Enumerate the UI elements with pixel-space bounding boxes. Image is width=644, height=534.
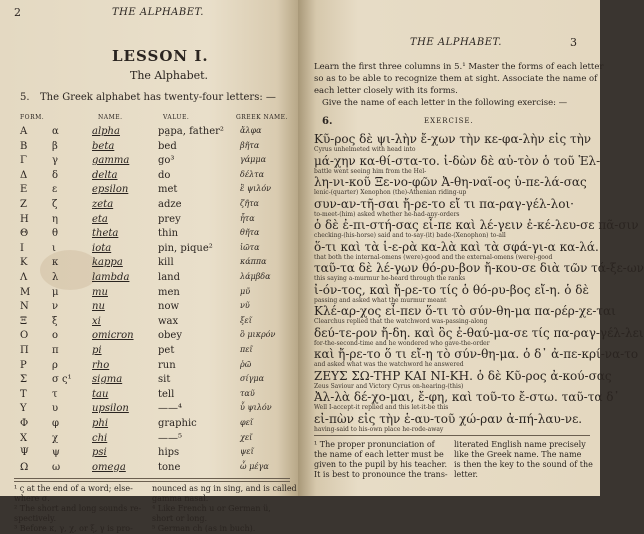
letter-row-omicron — [18, 330, 293, 345]
letter-uppercase: Ρ — [20, 359, 27, 371]
letter-uppercase: Ψ — [20, 447, 29, 459]
exercise-line — [314, 304, 616, 325]
english-gloss: Cyrus unhelmeted with head into — [314, 146, 416, 153]
letter-lowercase: π — [52, 345, 59, 356]
letter-greek-name: μῦ — [240, 286, 251, 296]
letter-name: kappa — [92, 257, 123, 269]
footnote-line: like the Greek name. The name — [454, 450, 582, 459]
letter-value: land — [158, 272, 181, 283]
letter-uppercase: Ι — [20, 242, 24, 254]
letter-uppercase: Λ — [20, 272, 28, 283]
english-gloss: that both the internal-omens (were)-good and the external-omens (were)-good — [314, 253, 553, 261]
exercise-line — [314, 283, 594, 304]
letter-uppercase: Σ — [20, 374, 28, 386]
english-gloss: to-meet-(him) asked whether he-had-any-orders — [314, 210, 460, 218]
letter-uppercase: Ε — [20, 184, 28, 196]
letter-value: obey — [158, 330, 182, 342]
intro-line: Learn the first three columns in 5.¹ Master the forms of each letter — [314, 62, 604, 72]
letter-name: delta — [92, 169, 118, 181]
exercise-line — [314, 325, 644, 347]
letter-lowercase: ε — [52, 184, 58, 196]
letter-uppercase: Ζ — [20, 199, 27, 210]
letter-lowercase: ζ — [52, 199, 58, 210]
footnote-line: ¹ ς at the end of a word; else- — [14, 484, 133, 493]
letter-value: hips — [158, 447, 180, 459]
english-gloss: this saying a-murmur he-heard through the ranks — [314, 275, 466, 282]
header-value: VALUE. — [163, 114, 190, 121]
letter-greek-name: δέλτα — [240, 169, 265, 179]
footnote-line: gamma nasal. — [152, 494, 209, 503]
letter-lowercase: ψ — [52, 447, 60, 459]
letter-uppercase: Ω — [20, 461, 29, 473]
letter-name: epsilon — [92, 184, 129, 196]
letter-greek-name: γάμμα — [240, 155, 266, 165]
letter-greek-name: ἒ ψιλόν — [240, 184, 271, 194]
english-gloss: checking-(his-horse) said and to-say-(it) bade-(Xenophon) to-all — [314, 232, 506, 239]
letter-name: gamma — [92, 155, 130, 167]
letter-name: alpha — [92, 126, 120, 137]
greek-text: καὶ ἤ-ρε-το ὅ τι εἴ-η τὸ σύν-θη-μα. ὁ δ᾽ ἀ-πε-κρί-να-το — [314, 347, 639, 361]
letter-uppercase: Ν — [20, 301, 29, 313]
letter-greek-name: χεῖ — [240, 432, 253, 442]
letter-greek-name: κάππα — [240, 257, 267, 267]
letter-name: eta — [92, 213, 108, 225]
greek-text: ὅ-τι καὶ τὰ ἱ-ε-ρὰ κα-λὰ καὶ τὰ σφά-γι-α κα-λά. — [314, 239, 599, 254]
letter-uppercase: Π — [20, 345, 29, 356]
right-running-header: THE ALPHABET. — [410, 37, 502, 48]
letter-value: prey — [158, 213, 181, 225]
letter-value: now — [158, 301, 180, 313]
letter-lowercase: β — [52, 140, 58, 152]
letter-greek-name: φεῖ — [240, 418, 254, 427]
letter-row-alpha — [18, 126, 293, 141]
letter-greek-name: ὖ ψιλόν — [240, 403, 272, 413]
letter-row-iota — [18, 243, 293, 258]
letter-name: theta — [92, 228, 119, 240]
letter-uppercase: Ξ — [20, 315, 28, 327]
letter-value: pin, pique² — [158, 242, 213, 254]
letter-name: iota — [92, 242, 112, 254]
footnote-line: where σ. — [14, 494, 50, 503]
letter-name: psi — [92, 447, 107, 459]
letter-lowercase: γ — [52, 155, 58, 167]
right-footnotes-col2 — [454, 440, 594, 480]
letter-uppercase: Γ — [20, 155, 27, 167]
letter-row-omega — [18, 462, 293, 477]
letter-name: nu — [92, 301, 105, 313]
letter-lowercase: ξ — [52, 315, 58, 327]
letter-uppercase: Μ — [20, 286, 31, 298]
letter-value: sit — [158, 374, 171, 386]
letter-uppercase: Θ — [20, 228, 29, 240]
letter-uppercase: Φ — [20, 418, 29, 429]
greek-text: ταῦ-τα δὲ λέ-γων θό-ρυ-βον ἤ-κου-σε διὰ τῶν τά-ξε-ων — [314, 261, 644, 275]
letter-row-tau — [18, 389, 293, 404]
letter-lowercase: ν — [52, 301, 59, 313]
letter-greek-name: ὂ μικρόν — [240, 330, 276, 340]
exercise-line — [314, 368, 612, 390]
footnote-line: ⁵ German ch (as in buch). — [152, 524, 256, 533]
letter-name: upsilon — [92, 403, 129, 415]
exercise-title: EXERCISE. — [424, 117, 474, 125]
letter-name: zeta — [92, 199, 114, 210]
letter-greek-name: ὦ μέγα — [240, 461, 269, 471]
letter-name: pi — [92, 345, 102, 356]
letter-value: ——⁵ — [158, 432, 183, 444]
header-name: NAME. — [98, 114, 123, 121]
letter-name: rho — [92, 359, 110, 371]
letter-lowercase: μ — [52, 286, 59, 298]
letter-row-pi — [18, 345, 293, 360]
footnote-line: literated English name precisely — [454, 440, 586, 449]
intro-line: each letter closely with its forms. — [314, 86, 458, 96]
letter-uppercase: Ο — [20, 330, 29, 342]
footnote-rule-upper — [14, 478, 290, 479]
english-gloss: and asked what was the watchword he answered — [314, 361, 464, 368]
letter-row-epsilon — [18, 184, 293, 199]
letter-lowercase: ω — [52, 461, 61, 473]
letter-row-upsilon — [18, 403, 293, 418]
letter-uppercase: Τ — [20, 388, 27, 400]
letter-value: bed — [158, 140, 177, 152]
english-gloss: Clearchus replied that the watchword was-passing-along — [314, 318, 488, 325]
letter-greek-name: ταῦ — [240, 388, 255, 398]
letter-lowercase: θ — [52, 228, 59, 240]
letter-lowercase: λ — [52, 272, 59, 283]
letter-row-gamma — [18, 155, 293, 170]
letter-row-nu — [18, 301, 293, 316]
letter-row-xi — [18, 316, 293, 331]
right-footnote-rule — [314, 435, 590, 436]
letter-uppercase: Κ — [20, 257, 28, 269]
footnote-rule — [14, 481, 290, 482]
letter-value: run — [158, 359, 176, 371]
intro-line: Give the name of each letter in the following exercise: — — [322, 98, 568, 108]
letter-greek-name: θῆτα — [240, 228, 260, 238]
letter-row-zeta — [18, 199, 293, 214]
letter-uppercase: Α — [20, 126, 28, 137]
intro-text: The Greek alphabet has twenty-four letters: — — [40, 92, 276, 103]
lesson-title: LESSON I. — [112, 47, 209, 65]
exercise-line — [314, 197, 594, 218]
letter-value: ——⁴ — [158, 403, 183, 415]
letter-value: tone — [158, 461, 181, 473]
left-footnotes-col2 — [152, 484, 297, 534]
letter-row-eta — [18, 214, 293, 229]
english-gloss: Well I-accept-it replied and this let-it-be this — [314, 404, 449, 411]
footnote-line: It is best to pronounce the trans- — [314, 470, 448, 479]
letter-row-lambda — [18, 272, 293, 287]
letter-row-theta — [18, 228, 293, 243]
english-gloss: passing and asked what the murmur meant — [314, 296, 447, 304]
letter-uppercase: Υ — [20, 403, 27, 415]
letter-name: lambda — [92, 272, 130, 283]
letter-value: go³ — [158, 155, 175, 167]
greek-text: Κῦ-ρος δὲ ψι-λὴν ἔ-χων τὴν κε-φα-λὴν εἰς τὴν — [314, 132, 592, 146]
letter-row-beta — [18, 141, 293, 156]
letter-lowercase: ι — [52, 242, 56, 254]
greek-text: λη-νι-κοῦ Ξε-νο-φῶν Ἀ-θη-ναῖ-ος ὑ-πε-λά-σας — [314, 175, 587, 189]
letter-lowercase: υ — [52, 403, 59, 415]
letter-value: met — [158, 184, 178, 196]
letter-lowercase: χ — [52, 432, 59, 444]
letter-value: tell — [158, 388, 175, 400]
letter-row-mu — [18, 287, 293, 302]
letter-uppercase: Δ — [20, 169, 28, 181]
letter-row-kappa — [18, 257, 293, 272]
greek-text: ὁ δὲ ἐ-πι-στή-σας εἶ-πε καὶ λέ-γειν ἐ-κέ-λευ-σε πᾶ-σιν — [314, 218, 639, 232]
greek-text: δεύ-τε-ρον ἤ-δη. καὶ ὃς ἐ-θαύ-μα-σε τίς πα-ραγ-γέλ-λει — [314, 325, 644, 340]
letter-value: thin — [158, 228, 179, 240]
letter-name: chi — [92, 432, 108, 444]
letter-uppercase: Β — [20, 140, 28, 152]
letter-name: tau — [92, 388, 109, 400]
footnote-line: ¹ The proper pronunciation of — [314, 440, 435, 449]
letter-value: men — [158, 286, 180, 298]
letter-greek-name: ζῆτα — [240, 199, 259, 208]
letter-name: xi — [92, 315, 101, 327]
letter-greek-name: πεῖ — [240, 345, 253, 354]
letter-greek-name: ἦτα — [240, 213, 255, 223]
letter-lowercase: ρ — [52, 359, 58, 371]
letter-uppercase: Χ — [20, 432, 28, 444]
right-footnotes-col1 — [314, 440, 450, 480]
lesson-subtitle: The Alphabet. — [130, 69, 209, 82]
left-page-number: 2 — [14, 6, 21, 19]
letter-value: wax — [158, 315, 179, 327]
letter-row-phi — [18, 418, 293, 433]
english-gloss: battle went seeing him from the Hel- — [314, 167, 427, 175]
letter-value: do — [158, 169, 171, 181]
letter-greek-name: ἄλφα — [240, 126, 262, 135]
letter-greek-name: ῥῶ — [240, 359, 252, 369]
english-gloss: lenic-(quarter) Xenophon (the)-Athenian riding-up — [314, 189, 467, 196]
letter-value: pa̤pa, father² — [158, 126, 224, 137]
footnote-line: letter. — [454, 470, 478, 479]
header-greek-name: GREEK NAME. — [236, 114, 288, 121]
letter-value: adze — [158, 199, 182, 210]
letter-lowercase: α — [52, 126, 59, 137]
footnote-line: ⁴ Like French u or German ü, — [152, 504, 271, 513]
greek-text: εἰ-πὼν εἰς τὴν ἑ-αυ-τοῦ χώ-ραν ἀ-πή-λαυ-νε. — [314, 411, 583, 426]
letter-greek-name: βῆτα — [240, 140, 260, 150]
footnote-line: ³ Before κ, γ, χ, or ξ, γ is pro- — [14, 524, 133, 533]
letter-name: omicron — [92, 330, 134, 342]
letter-value: graphic — [158, 418, 197, 429]
footnote-line: the name of each letter must be — [314, 450, 444, 459]
exercise-line — [314, 261, 644, 282]
english-gloss: Zeus Saviour and Victory Cyrus on-hearing-(this) — [314, 382, 464, 390]
right-page-number: 3 — [570, 36, 577, 49]
letter-row-sigma — [18, 374, 293, 389]
footnote-line: short or long. — [152, 514, 208, 523]
english-gloss: having-said to his-own place he-rode-away — [314, 425, 444, 433]
letter-greek-name: σίγμα — [240, 374, 264, 384]
letter-greek-name: νῦ — [240, 301, 250, 311]
footnote-line: given to the pupil by his teacher. — [314, 460, 448, 469]
letter-value: pet — [158, 345, 175, 356]
greek-text: ἰ-όν-τος, καὶ ἤ-ρε-το τίς ὁ θό-ρυ-βος εἴ-η. ὁ δὲ — [314, 282, 589, 297]
greek-text: Ἀλ-λὰ δέ-χο-μαι, ἔ-φη, καὶ τοῦ-το ἔ-στω. ταῦ-τα δ᾽ — [314, 390, 620, 404]
left-footnotes-col1 — [14, 484, 154, 534]
left-page — [0, 0, 298, 533]
letter-lowercase: φ — [52, 418, 60, 429]
footnote-line: nounced as ng in sing, and is called — [152, 484, 297, 493]
footnote-line: spectively. — [14, 514, 57, 523]
letter-lowercase: σ ς¹ — [52, 374, 72, 386]
letter-greek-name: λάμβδα — [240, 272, 271, 281]
exercise-line — [314, 412, 594, 433]
exercise-line — [314, 390, 620, 411]
letter-lowercase: η — [52, 213, 58, 225]
letter-greek-name: ψεῖ — [240, 447, 254, 457]
letter-lowercase: δ — [52, 169, 59, 181]
exercise-line — [314, 132, 594, 153]
exercise-line — [314, 175, 594, 196]
footnote-line: ² The short and long sounds re- — [14, 504, 142, 513]
exercise-line — [314, 347, 639, 368]
greek-text: ΖΕΥΣ ΣΩ-ΤΗΡ ΚΑΙ ΝΙ-ΚΗ. ὁ δὲ Κῦ-ρος ἀ-κού-σας — [314, 368, 612, 383]
letter-row-delta — [18, 170, 293, 185]
intro-number: 5. — [20, 92, 30, 103]
letter-name: omega — [92, 461, 126, 473]
letter-lowercase: κ — [52, 257, 59, 269]
letter-row-chi — [18, 433, 293, 448]
letter-value: kill — [158, 257, 174, 269]
greek-text: Κλέ-αρ-χος εἶ-πεν ὅ-τι τὸ σύν-θη-μα πα-ρέρ-χε-ται — [314, 304, 616, 318]
letter-uppercase: Η — [20, 213, 29, 225]
letter-lowercase: ο — [52, 330, 59, 342]
footnote-line: is then the key to the sound of the — [454, 460, 593, 469]
letter-greek-name: ξεῖ — [240, 315, 252, 325]
letter-row-psi — [18, 447, 293, 462]
letter-name: beta — [92, 140, 115, 152]
exercise-number: 6. — [322, 116, 333, 127]
header-form: FORM. — [20, 114, 45, 121]
left-running-header: THE ALPHABET. — [112, 7, 204, 18]
letter-name: phi — [92, 418, 109, 429]
exercise-line — [314, 153, 601, 175]
greek-text: μά-χην κα-θί-στα-το. ἰ-δὼν δὲ αὐ-τὸν ὁ τοῦ Ἑλ- — [314, 153, 601, 168]
intro-line: so as to be able to recognize them at sight. Associate the name of — [314, 74, 598, 84]
right-page — [298, 0, 644, 496]
letter-row-rho — [18, 360, 293, 375]
letter-name: mu — [92, 286, 108, 298]
greek-text: συν-αν-τῆ-σαι ἤ-ρε-το εἴ τι πα-ραγ-γέλ-λοι· — [314, 196, 574, 211]
letter-name: sigma — [92, 374, 123, 386]
english-gloss: for-the-second-time and he wondered who gave-the-order — [314, 339, 490, 347]
letter-greek-name: ἰῶτα — [240, 242, 260, 252]
exercise-line — [314, 239, 599, 261]
exercise-line — [314, 218, 639, 239]
letter-lowercase: τ — [52, 388, 58, 400]
